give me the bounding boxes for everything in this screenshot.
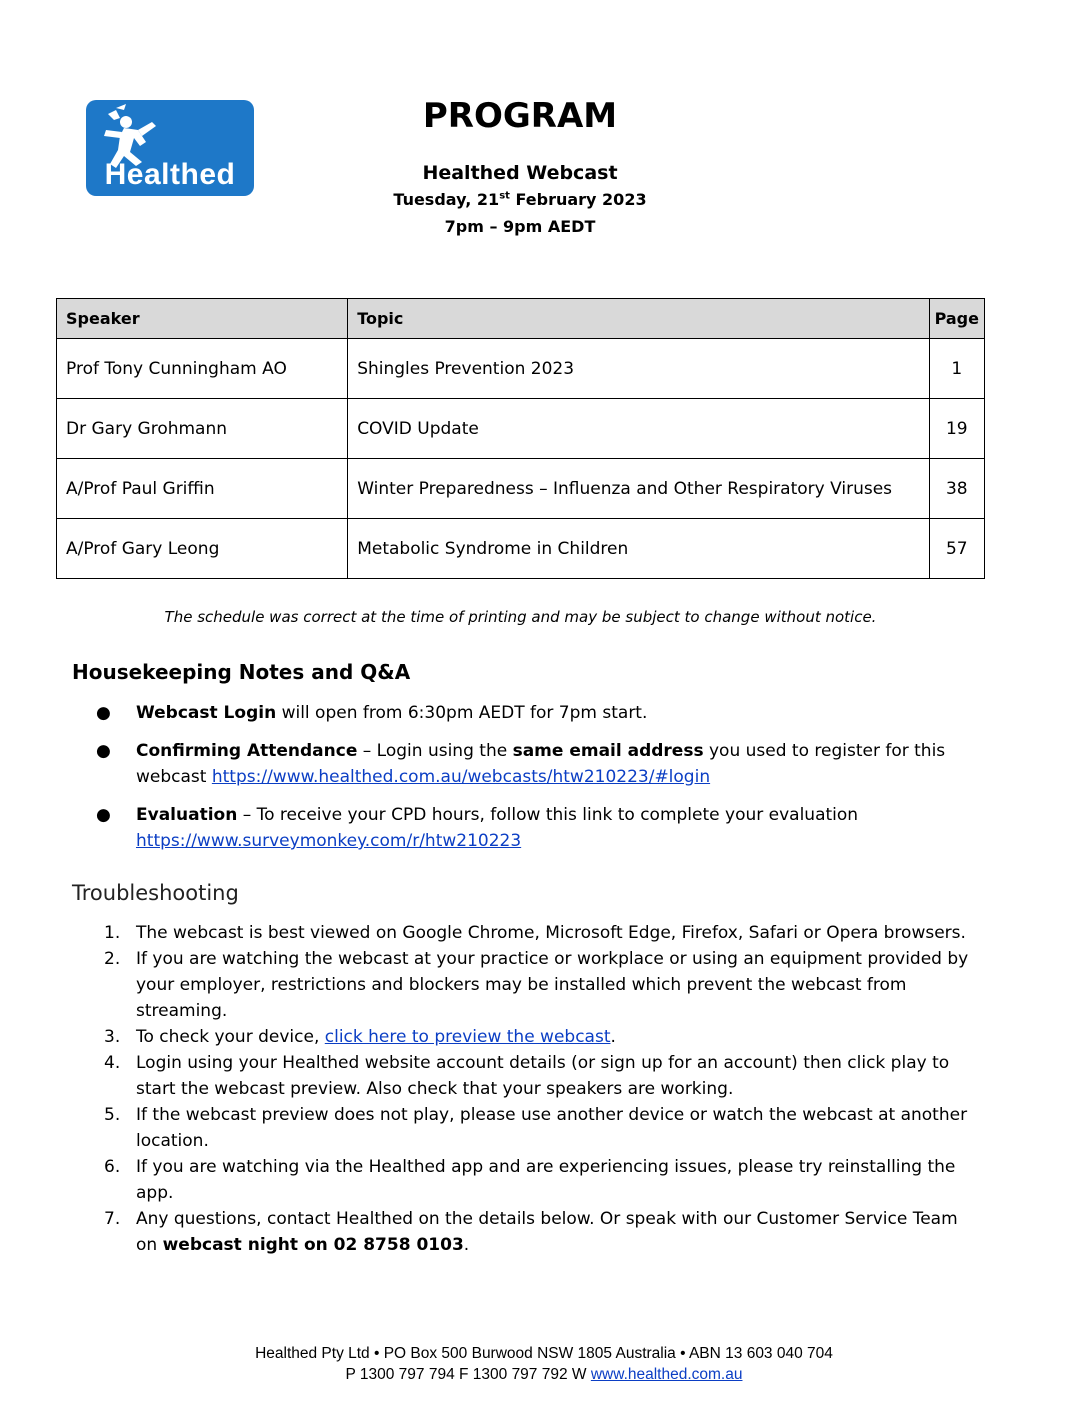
housekeeping-list (72, 700, 972, 866)
schedule-note: The schedule was correct at the time of printing and may be subject to change without notice. (164, 608, 877, 626)
list-item: 5. If the webcast preview does not play, please use another device or watch the webcast at another location. (104, 1105, 968, 1151)
webcast-login-link[interactable]: https://www.healthed.com.au/webcasts/htw210223/#login (211, 767, 711, 787)
table-header-row (57, 299, 985, 339)
housekeeping-heading: Housekeeping Notes and Q&A (72, 660, 411, 684)
bullet-icon: ● (96, 703, 111, 723)
topic-cell: Shingles Prevention 2023 (348, 339, 929, 399)
page-cell: 1 (929, 339, 984, 399)
page-footer (0, 1343, 1088, 1385)
event-time: 7pm – 9pm AEDT (444, 217, 596, 236)
speaker-cell: Prof Tony Cunningham AO (57, 339, 348, 399)
speaker-cell: A/Prof Gary Leong (57, 519, 348, 579)
speaker-cell: Dr Gary Grohmann (57, 399, 348, 459)
list-item: 2. If you are watching the webcast at your practice or workplace or using an equipment provided by your employer, restrictions and blockers may be installed which prevent the webcast from streaming. (104, 949, 969, 1021)
column-header-speaker: Speaker (57, 299, 348, 339)
page-cell: 19 (929, 399, 984, 459)
program-table (56, 298, 985, 579)
list-item: 4. Login using your Healthed website account details (or sign up for an account) then click play to start the webcast preview. Also check that your speakers are working. (104, 1053, 950, 1099)
bullet-icon: ● (96, 805, 111, 825)
troubleshooting-heading: Troubleshooting (72, 881, 239, 905)
evaluation-link[interactable]: https://www.surveymonkey.com/r/htw210223 (136, 831, 522, 851)
event-subtitle: Healthed Webcast (422, 162, 618, 184)
list-item: ● Webcast Login will open from 6:30pm AEDT for 7pm start. (72, 700, 972, 726)
page-title: PROGRAM (422, 96, 618, 136)
event-date: Tuesday, 21st February 2023 (393, 190, 647, 209)
topic-cell: Winter Preparedness – Influenza and Other Respiratory Viruses (348, 459, 929, 519)
topic-cell: Metabolic Syndrome in Children (348, 519, 929, 579)
column-header-page: Page (929, 299, 984, 339)
table-row (57, 519, 985, 579)
table-row (57, 459, 985, 519)
footer-address: Healthed Pty Ltd • PO Box 500 Burwood NSW 1805 Australia • ABN 13 603 040 704 (255, 1345, 833, 1362)
topic-cell: COVID Update (348, 399, 929, 459)
list-item: 3. To check your device, click here to preview the webcast. (104, 1027, 616, 1047)
speaker-cell: A/Prof Paul Griffin (57, 459, 348, 519)
footer-contact: P 1300 797 794 F 1300 797 792 W www.healthed.com.au (345, 1366, 743, 1383)
table-row (57, 339, 985, 399)
website-link[interactable]: www.healthed.com.au (590, 1366, 743, 1383)
logo-text: Healthed (104, 158, 236, 191)
page-cell: 38 (929, 459, 984, 519)
list-item: ● Evaluation – To receive your CPD hours, follow this link to complete your evaluation https://www.surveymonkey.com/r/htw210223 (72, 802, 972, 854)
list-item: 6. If you are watching via the Healthed app and are experiencing issues, please try reinstalling the app. (104, 1157, 956, 1203)
bullet-icon: ● (96, 741, 111, 761)
preview-webcast-link[interactable]: click here to preview the webcast (324, 1027, 611, 1047)
page-cell: 57 (929, 519, 984, 579)
column-header-topic: Topic (348, 299, 929, 339)
healthed-logo (86, 100, 254, 196)
list-item: 7. Any questions, contact Healthed on the details below. Or speak with our Customer Service Team on webcast night on 02 8758 0103. (104, 1209, 958, 1255)
list-item: 1. The webcast is best viewed on Google Chrome, Microsoft Edge, Firefox, Safari or Opera browsers. (104, 923, 966, 943)
table-row (57, 399, 985, 459)
list-item: ● Confirming Attendance – Login using the same email address you used to register for this webcast https://www.healthed.com.au/webcasts/htw210223/#login (72, 738, 972, 790)
troubleshooting-list (72, 920, 972, 1258)
